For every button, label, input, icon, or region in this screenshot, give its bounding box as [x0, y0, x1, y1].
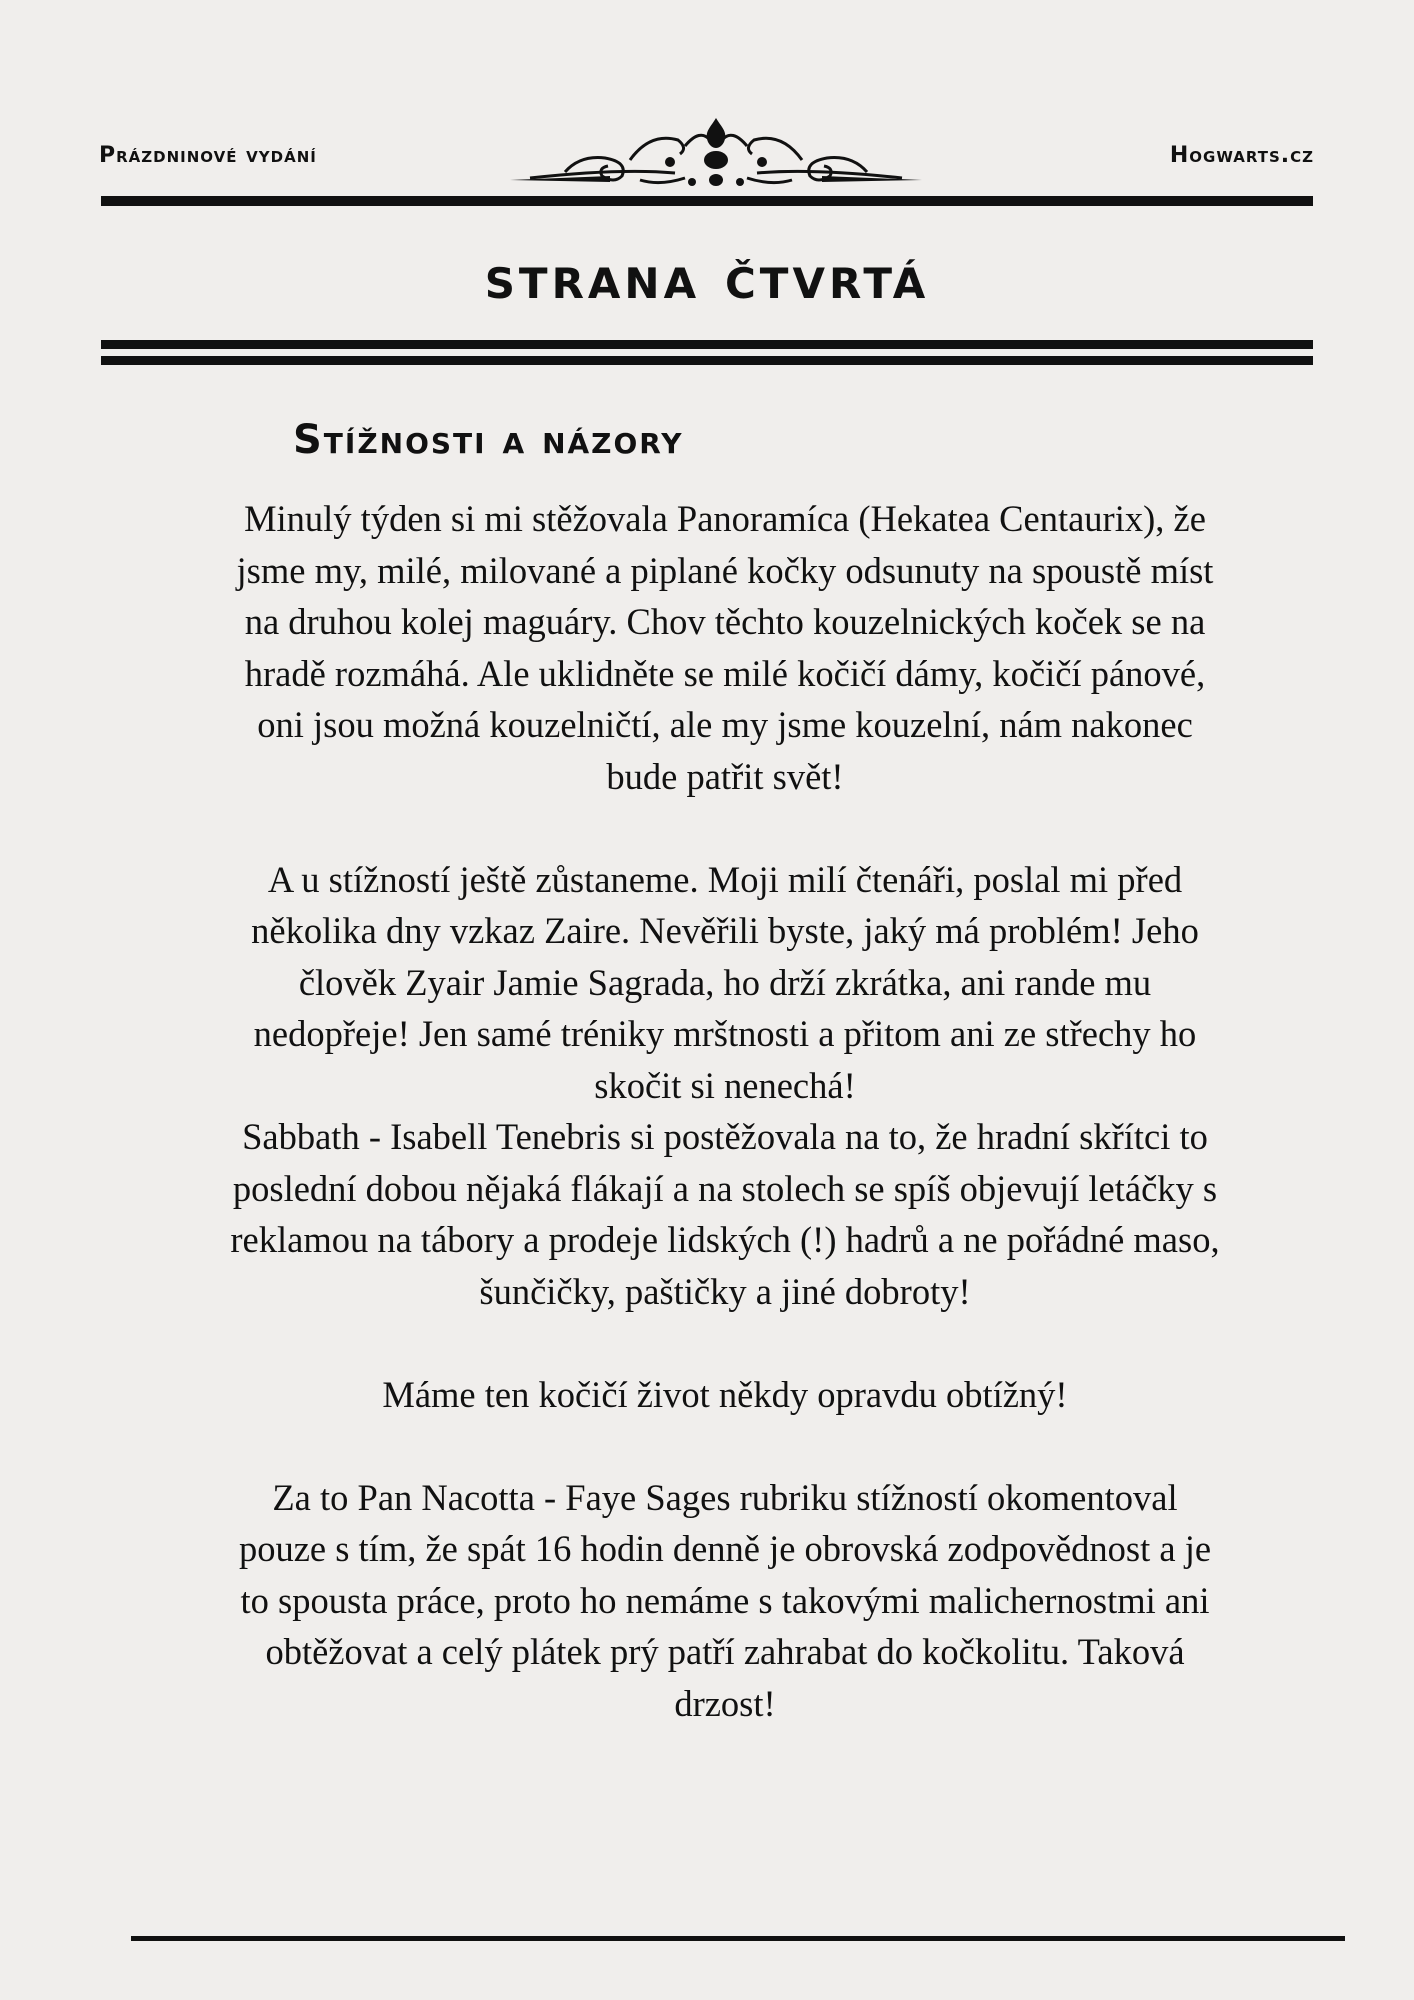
decorative-flourish-icon: [510, 110, 922, 195]
text-line: poslední dobou nějaká flákají a na stolech se spíš objevují letáčky s: [232, 1167, 1218, 1209]
text-line: Máme ten kočičí život někdy opravdu obtížný!: [382, 1373, 1068, 1415]
article-body: [130, 493, 1320, 1729]
text-line: hradě rozmáhá. Ale uklidněte se milé kočičí dámy, kočičí pánové,: [244, 652, 1206, 694]
article-paragraph-2: [130, 854, 1320, 1112]
text-line: nedopřeje! Jen samé tréniky mrštnosti a přitom ani ze střechy ho: [253, 1013, 1197, 1054]
text-line: obtěžovat a celý plátek prý patří zahrabat do kočkolitu. Taková: [265, 1631, 1185, 1672]
article-paragraph-4: [130, 1369, 1320, 1421]
edition-label: Prázdninové vydání: [99, 143, 317, 168]
title-rule-lower: [101, 356, 1313, 365]
text-line: oni jsou možná kouzelničtí, ale my jsme kouzelní, nám nakonec: [257, 704, 1193, 745]
title-rule-upper: [101, 340, 1313, 349]
text-line: A u stížností ještě zůstaneme. Moji milí čtenáři, poslal mi před: [267, 858, 1183, 900]
text-line: skočit si nenechá!: [594, 1064, 856, 1106]
text-line: šunčičky, paštičky a jiné dobroty!: [479, 1270, 971, 1312]
text-line: jsme my, milé, milované a piplané kočky odsunuty na spoustě míst: [236, 549, 1214, 591]
text-line: Sabbath - Isabell Tenebris si postěžovala na to, že hradní skřítci to: [242, 1116, 1208, 1157]
article-paragraph-1: [130, 493, 1320, 802]
text-line: reklamou na tábory a prodeje lidských (!) hadrů a ne pořádné maso,: [230, 1219, 1220, 1260]
header-rule: [101, 196, 1313, 206]
text-line: to spousta práce, proto ho nemáme s takovými malichernostmi ani: [240, 1579, 1210, 1621]
article-paragraph-5: [130, 1472, 1320, 1730]
article-paragraph-3: [130, 1111, 1320, 1317]
text-line: několika dny vzkaz Zaire. Nevěřili byste, jaký má problém! Jeho: [251, 910, 1199, 951]
text-line: Za to Pan Nacotta - Faye Sages rubriku stížností okomentoval: [272, 1476, 1178, 1518]
text-line: na druhou kolej maguáry. Chov těchto kouzelnických koček se na: [244, 601, 1206, 642]
text-line: člověk Zyair Jamie Sagrada, ho drží zkrátka, ani rande mu: [298, 961, 1152, 1003]
text-line: bude patřit svět!: [606, 755, 844, 797]
website-label: Hogwarts.cz: [1169, 143, 1314, 168]
text-line: Minulý týden si mi stěžovala Panoramíca (Hekatea Centaurix), že: [244, 498, 1206, 539]
text-line: drzost!: [674, 1682, 776, 1724]
text-line: pouze s tím, že spát 16 hodin denně je obrovská zodpovědnost a je: [238, 1528, 1212, 1569]
footer-rule: [131, 1936, 1345, 1941]
section-title: Stížnosti a názory: [293, 417, 684, 463]
page-title: strana čtvrtá: [484, 243, 930, 313]
